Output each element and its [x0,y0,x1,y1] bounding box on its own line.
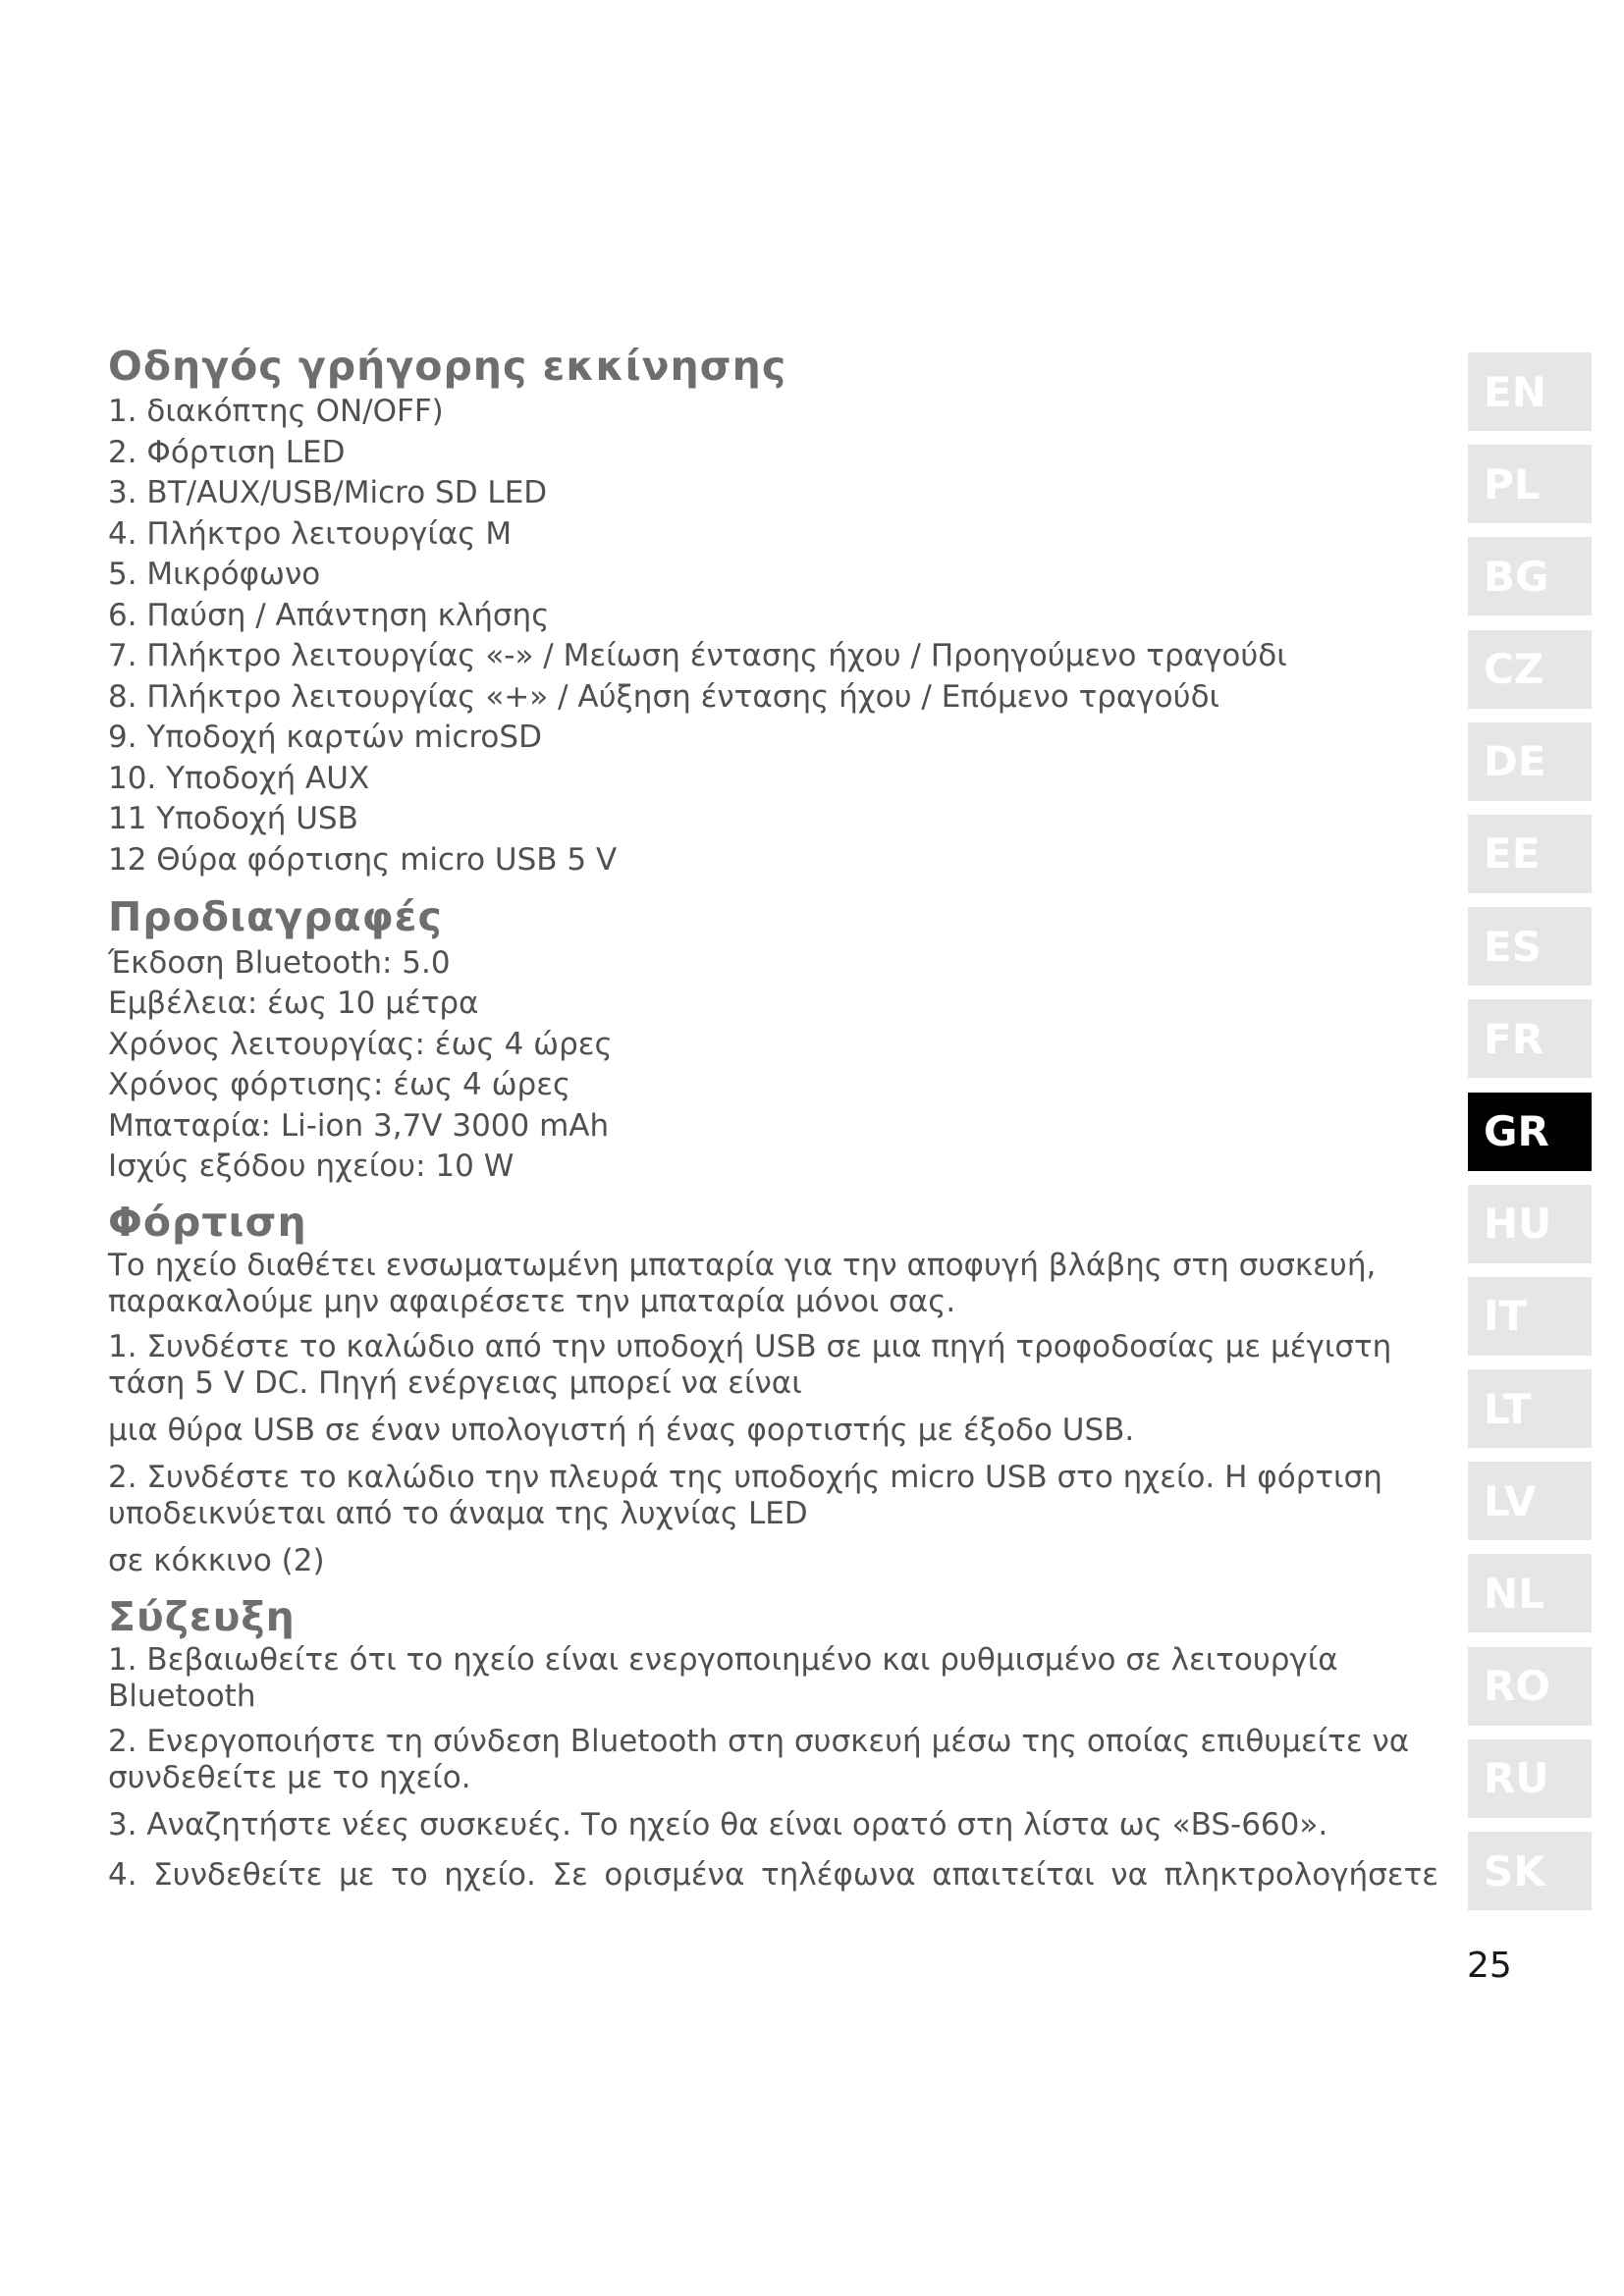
spec-item: Έκδοση Bluetooth: 5.0 [108,944,451,981]
pairing-text [108,1642,1438,1896]
lang-tab-lv[interactable]: LV [1468,1462,1592,1540]
list-item: 3. BT/AUX/USB/Micro SD LED [108,475,548,511]
specs-heading: Προδιαγραφές [108,893,443,941]
spec-item: Χρόνος φόρτισης: έως 4 ώρες [108,1067,571,1102]
lang-tab-nl[interactable]: NL [1468,1554,1592,1632]
quick-start-section [108,342,1438,881]
list-item: 4. Πλήκτρο λειτουργίας M [108,515,513,552]
lang-tab-sk[interactable]: SK [1468,1832,1592,1910]
lang-tab-cz[interactable]: CZ [1468,630,1592,709]
spec-item: Εμβέλεια: έως 10 μέτρα [108,986,479,1021]
charging-paragraph: μια θύρα USB σε έναν υπολογιστή ή ένας φορτιστής με έξοδο USB. [108,1412,1135,1448]
language-tabs [1468,352,1595,1924]
list-item: 5. Μικρόφωνο [108,557,321,593]
lang-tab-es[interactable]: ES [1468,907,1592,986]
manual-content [108,342,1438,1896]
pairing-paragraph: 3. Αναζητήστε νέες συσκευές. Το ηχείο θα είναι ορατό στη λίστα ως «BS-660». [108,1807,1328,1842]
charging-heading: Φόρτιση [108,1198,307,1246]
pairing-paragraph: 2. Ενεργοποιήστε τη σύνδεση Bluetooth στη συσκευή μέσω της οποίας επιθυμείτε να συνδεθείτε με το ηχείο. [108,1724,1410,1795]
pairing-section [108,1592,1438,1896]
page-number: 25 [1467,1946,1512,1986]
spec-item: Μπαταρία: Li-ion 3,7V 3000 mAh [108,1107,610,1144]
pairing-paragraph: 4. Συνδεθείτε με το ηχείο. Σε ορισμένα τηλέφωνα απαιτείται να πληκτρολογήσετε [108,1856,1438,1893]
lang-tab-ro[interactable]: RO [1468,1647,1592,1726]
quick-start-list [108,392,1438,881]
quick-start-heading: Οδηγός γρήγορης εκκίνησης [108,343,787,390]
list-item: 11 Υποδοχή USB [108,801,358,837]
lang-tab-de[interactable]: DE [1468,722,1592,801]
specs-list [108,943,1438,1188]
list-item: 1. διακόπτης ON/OFF) [108,394,444,430]
list-item: 8. Πλήκτρο λειτουργίας «+» / Αύξηση έντασης ήχου / Επόμενο τραγούδι [108,678,1220,715]
spec-item: Ισχύς εξόδου ηχείου: 10 W [108,1148,514,1184]
spec-item: Χρόνος λειτουργίας: έως 4 ώρες [108,1026,613,1062]
charging-paragraph: σε κόκκινο (2) [108,1543,325,1579]
charging-paragraph: 1. Συνδέστε το καλώδιο από την υποδοχή USB σε μια πηγή τροφοδοσίας με μέγιστη τάση 5 V DC. Πηγή ενέργειας μπορεί να είναι [108,1328,1392,1401]
lang-tab-hu[interactable]: HU [1468,1185,1592,1263]
list-item: 10. Υποδοχή AUX [108,760,370,796]
lang-tab-en[interactable]: EN [1468,352,1592,431]
lang-tab-bg[interactable]: BG [1468,537,1592,615]
charging-section [108,1198,1438,1582]
pairing-paragraph: 1. Βεβαιωθείτε ότι το ηχείο είναι ενεργοποιημένο και ρυθμισμένο σε λειτουργία Bluetooth [108,1642,1338,1714]
charging-paragraph: 2. Συνδέστε το καλώδιο την πλευρά της υποδοχής micro USB στο ηχείο. Η φόρτιση υποδεικνύεται από το άναμα της λυχνίας LED [108,1460,1382,1532]
lang-tab-fr[interactable]: FR [1468,999,1592,1078]
charging-text [108,1248,1438,1582]
charging-paragraph: Το ηχείο διαθέτει ενσωματωμένη μπαταρία για την αποφυγή βλάβης στη συσκευή, παρακαλούμε μην αφαιρέσετε την μπαταρία μόνοι σας. [108,1247,1377,1319]
list-item: 9. Υποδοχή καρτών microSD [108,720,542,756]
list-item: 7. Πλήκτρο λειτουργίας «-» / Μείωση έντασης ήχου / Προηγούμενο τραγούδι [108,638,1287,674]
specs-section [108,892,1438,1187]
list-item: 6. Παύση / Απάντηση κλήσης [108,597,550,633]
lang-tab-ru[interactable]: RU [1468,1739,1592,1818]
lang-tab-pl[interactable]: PL [1468,445,1592,523]
lang-tab-lt[interactable]: LT [1468,1369,1592,1448]
lang-tab-ee[interactable]: EE [1468,815,1592,893]
pairing-heading: Σύζευξη [108,1592,296,1640]
list-item: 2. Φόρτιση LED [108,434,346,470]
lang-tab-it[interactable]: IT [1468,1277,1592,1356]
list-item: 12 Θύρα φόρτισης micro USB 5 V [108,841,618,878]
lang-tab-gr[interactable]: GR [1468,1093,1592,1171]
